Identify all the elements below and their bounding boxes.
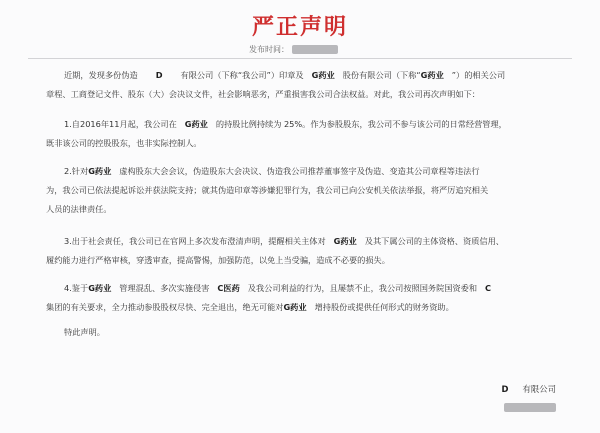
closing-text: 特此声明。 [64, 327, 105, 337]
intro-text-line2: 章程、工商登记文件、股东（大）会决议文件，社会影响恶劣，严重损害我公司合法权益。对此，我公司再次声明如下： [46, 89, 480, 99]
item-4-text-1: 4.鉴于 [64, 283, 89, 293]
item-2-text-1: 2.针对 [64, 166, 89, 176]
intro-paragraph [46, 66, 568, 104]
item-2-text-line3: 人员的法律责任。 [46, 204, 112, 214]
item-3-text-line2: 履约能力进行严格审核，穿透审查，提高警惕，加强防范，以免上当受骗，造成不必要的损失。 [46, 255, 390, 265]
redacted-signature-date [504, 403, 556, 412]
item-4-text-line2a: 集团的有关要求，全力推动参股股权尽快、完全退出，绝无可能对 [46, 302, 284, 312]
statement-item-2 [46, 162, 568, 219]
statement-item-4 [46, 279, 568, 317]
intro-text-3: 股份有限公司（下称“ [342, 70, 421, 80]
company-c-name: C [485, 283, 492, 293]
item-2-text-line2: 为，我公司已依法提起诉讼并获法院支持；就其伪造印章等涉嫌犯罪行为，我公司已向公安机关依法举报，将严厉追究相关 [46, 185, 489, 195]
item-1-text-1: 1.自2016年11月起，我公司在 [64, 119, 177, 129]
company-d-name: D [155, 70, 163, 80]
publish-time-label: 发布时间： [249, 45, 289, 54]
closing-paragraph [46, 323, 568, 342]
intro-text-4: ”）的相关公司 [451, 70, 506, 80]
item-3-text-1: 3.出于社会责任，我公司已在官网上多次发布澄清声明，提醒相关主体对 [64, 236, 326, 246]
company-g-name: G药业 [88, 283, 112, 293]
company-g-name: G药业 [333, 236, 357, 246]
company-g-name: G药业 [184, 119, 208, 129]
signature-block [502, 380, 556, 416]
redacted-publish-date [292, 45, 338, 54]
company-g-name: G药业 [88, 166, 112, 176]
intro-text-1: 近期，发现多份伪造 [64, 70, 138, 80]
page-title: 严正声明 [251, 15, 348, 40]
signature-date [502, 398, 556, 416]
item-4-text-line2b: 增持股份或提供任何形式的财务资助。 [314, 302, 454, 312]
statement-item-1 [46, 115, 568, 153]
signature-company [502, 380, 556, 398]
intro-text-2: 有限公司（下称“我公司”）印章及 [180, 70, 304, 80]
item-1-text-line2: 既非该公司的控股股东，也非实际控制人。 [46, 138, 202, 148]
company-g-name: G药业 [420, 70, 444, 80]
statement-item-3 [46, 232, 568, 270]
company-g-name: G药业 [311, 70, 335, 80]
company-c-name: C医药 [217, 283, 240, 293]
company-g-name: G药业 [283, 302, 307, 312]
item-1-text-2: 的持股比例持续为 25%。作为参股股东，我公司不参与该公司的日常经营管理， [215, 119, 507, 129]
item-4-text-2: 管理混乱、多次实施侵害 [119, 283, 210, 293]
title-divider [28, 58, 572, 59]
publish-time [249, 44, 338, 55]
item-2-text-2: 虚构股东大会会议，伪造股东大会决议、伪造我公司推荐董事签字及伪造、变造其公司章程等违法行 [119, 166, 480, 176]
company-d-name: D [501, 384, 509, 394]
item-4-text-3: 及我公司利益的行为，且屡禁不止，我公司按照国务院国资委和 [247, 283, 478, 293]
company-suffix: 有限公司 [522, 384, 556, 394]
item-3-text-2: 及其下属公司的主体资格、资质信用、 [364, 236, 504, 246]
